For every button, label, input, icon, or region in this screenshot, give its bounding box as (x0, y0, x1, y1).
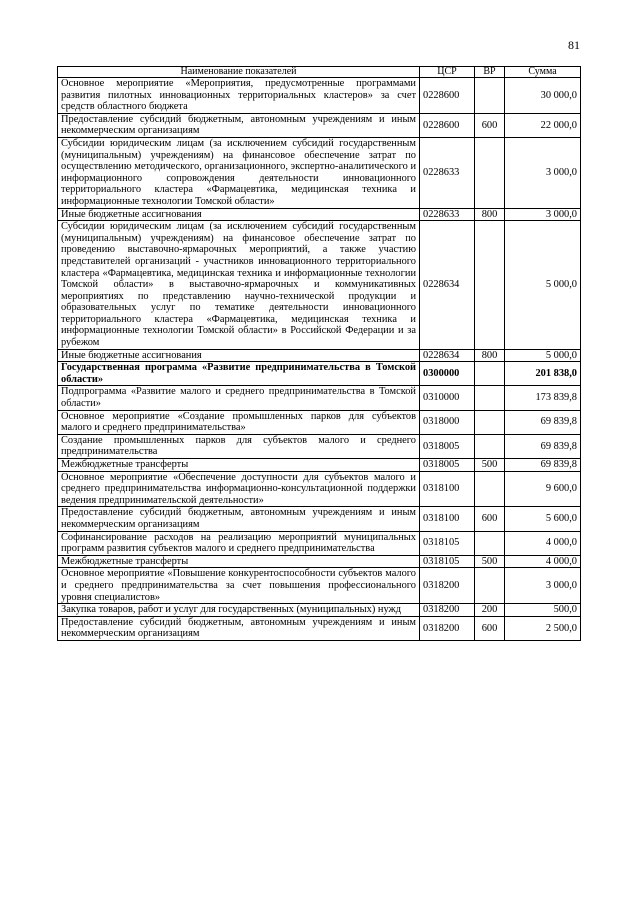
cell-vr (475, 362, 505, 386)
cell-sum: 9 600,0 (505, 471, 581, 507)
cell-sum: 69 839,8 (505, 459, 581, 472)
cell-sum: 201 838,0 (505, 362, 581, 386)
cell-name: Иные бюджетные ассигнования (58, 349, 420, 362)
cell-sum: 173 839,8 (505, 386, 581, 410)
cell-csr: 0228634 (420, 221, 475, 350)
cell-sum: 3 000,0 (505, 208, 581, 221)
cell-sum: 30 000,0 (505, 78, 581, 114)
cell-csr: 0318200 (420, 604, 475, 617)
cell-vr (475, 410, 505, 434)
cell-csr: 0228600 (420, 113, 475, 137)
cell-name: Основное мероприятие «Создание промышленных парков для субъектов малого и среднего предпринимательства» (58, 410, 420, 434)
cell-vr (475, 471, 505, 507)
cell-sum: 2 500,0 (505, 616, 581, 640)
table-row (58, 349, 581, 362)
cell-vr: 600 (475, 507, 505, 531)
table-row (58, 78, 581, 114)
table-row (58, 113, 581, 137)
cell-name: Закупка товаров, работ и услуг для государственных (муниципальных) нужд (58, 604, 420, 617)
cell-vr: 500 (475, 459, 505, 472)
page-number: 81 (568, 38, 580, 52)
cell-name: Подпрограмма «Развитие малого и среднего предпринимательства в Томской области» (58, 386, 420, 410)
cell-name: Софинансирование расходов на реализацию мероприятий муниципальных программ развития субъектов малого и среднего предпринимательства (58, 531, 420, 555)
cell-vr (475, 386, 505, 410)
cell-csr: 0228633 (420, 208, 475, 221)
table-row (58, 221, 581, 350)
cell-name: Создание промышленных парков для субъектов малого и среднего предпринимательства (58, 434, 420, 458)
cell-name: Субсидии юридическим лицам (за исключением субсидий государственным (муниципальным) учреждениям) на финансовое обеспечение затрат по осуществлению методического, организационного, экспертно-аналитического и информационного сопровождения деятельности инновационного территориального кластера «Фармацевтика, медицинская техника и информационные технологии Томской области» (58, 137, 420, 208)
header-csr: ЦСР (420, 67, 475, 78)
cell-vr (475, 221, 505, 350)
cell-vr (475, 434, 505, 458)
cell-sum: 5 000,0 (505, 221, 581, 350)
cell-name: Иные бюджетные ассигнования (58, 208, 420, 221)
cell-csr: 0228633 (420, 137, 475, 208)
cell-name: Основное мероприятие «Мероприятия, предусмотренные программами развития пилотных инновационных территориальных кластеров» за счет средств областного бюджета (58, 78, 420, 114)
header-name: Наименование показателей (58, 67, 420, 78)
cell-csr: 0228634 (420, 349, 475, 362)
cell-name: Предоставление субсидий бюджетным, автономным учреждениям и иным некоммерческим организациям (58, 113, 420, 137)
cell-csr: 0318000 (420, 410, 475, 434)
cell-vr (475, 137, 505, 208)
table-row (58, 555, 581, 568)
table-row (58, 434, 581, 458)
table-body (58, 78, 581, 641)
cell-vr: 500 (475, 555, 505, 568)
table-row (58, 616, 581, 640)
table-row (58, 362, 581, 386)
cell-vr (475, 78, 505, 114)
cell-csr: 0318100 (420, 471, 475, 507)
table-row (58, 471, 581, 507)
table-row (58, 507, 581, 531)
cell-csr: 0300000 (420, 362, 475, 386)
cell-sum: 3 000,0 (505, 568, 581, 604)
table-row (58, 410, 581, 434)
cell-csr: 0318100 (420, 507, 475, 531)
cell-csr: 0318105 (420, 555, 475, 568)
cell-sum: 4 000,0 (505, 555, 581, 568)
cell-sum: 500,0 (505, 604, 581, 617)
cell-csr: 0318200 (420, 616, 475, 640)
cell-name: Субсидии юридическим лицам (за исключением субсидий государственным (муниципальным) учреждениям) на финансовое обеспечение затрат по проведению выставочно-ярмарочных мероприятий, а также участию представителей организаций - участников инновационного территориального кластера «Фармацевтика, медицинская техника и информационные технологии Томской области» в выставочно-ярмарочных и коммуникативных мероприятиях по представлению научно-технической продукции и образовательных услуг по тематике деятельности инновационного территориального кластера «Фармацевтика, медицинская техника и информационные технологии Томской области» в Российской Федерации и за рубежом (58, 221, 420, 350)
table-row (58, 386, 581, 410)
table-row (58, 137, 581, 208)
table-header-row (58, 67, 581, 78)
cell-vr: 800 (475, 349, 505, 362)
cell-vr (475, 531, 505, 555)
table-row (58, 459, 581, 472)
cell-vr: 800 (475, 208, 505, 221)
cell-csr: 0310000 (420, 386, 475, 410)
cell-sum: 22 000,0 (505, 113, 581, 137)
cell-name: Основное мероприятие «Обеспечение доступности для субъектов малого и среднего предпринимательства информационно-консультационной поддержки ведения предпринимательской деятельности» (58, 471, 420, 507)
cell-sum: 3 000,0 (505, 137, 581, 208)
cell-name: Межбюджетные трансферты (58, 555, 420, 568)
header-sum: Сумма (505, 67, 581, 78)
cell-vr: 200 (475, 604, 505, 617)
cell-csr: 0318005 (420, 434, 475, 458)
table-row (58, 208, 581, 221)
cell-name: Предоставление субсидий бюджетным, автономным учреждениям и иным некоммерческим организациям (58, 507, 420, 531)
cell-sum: 5 600,0 (505, 507, 581, 531)
cell-csr: 0318105 (420, 531, 475, 555)
cell-sum: 5 000,0 (505, 349, 581, 362)
cell-sum: 4 000,0 (505, 531, 581, 555)
cell-csr: 0228600 (420, 78, 475, 114)
budget-table (57, 66, 581, 641)
cell-name: Государственная программа «Развитие предпринимательства в Томской области» (58, 362, 420, 386)
cell-csr: 0318005 (420, 459, 475, 472)
cell-name: Предоставление субсидий бюджетным, автономным учреждениям и иным некоммерческим организациям (58, 616, 420, 640)
cell-vr (475, 568, 505, 604)
cell-name: Межбюджетные трансферты (58, 459, 420, 472)
cell-vr: 600 (475, 616, 505, 640)
cell-vr: 600 (475, 113, 505, 137)
cell-sum: 69 839,8 (505, 410, 581, 434)
cell-name: Основное мероприятие «Повышение конкурентоспособности субъектов малого и среднего предпринимательства за счет повышения профессионального уровня специалистов» (58, 568, 420, 604)
cell-csr: 0318200 (420, 568, 475, 604)
table-row (58, 604, 581, 617)
table-row (58, 568, 581, 604)
cell-sum: 69 839,8 (505, 434, 581, 458)
table-row (58, 531, 581, 555)
header-vr: ВР (475, 67, 505, 78)
